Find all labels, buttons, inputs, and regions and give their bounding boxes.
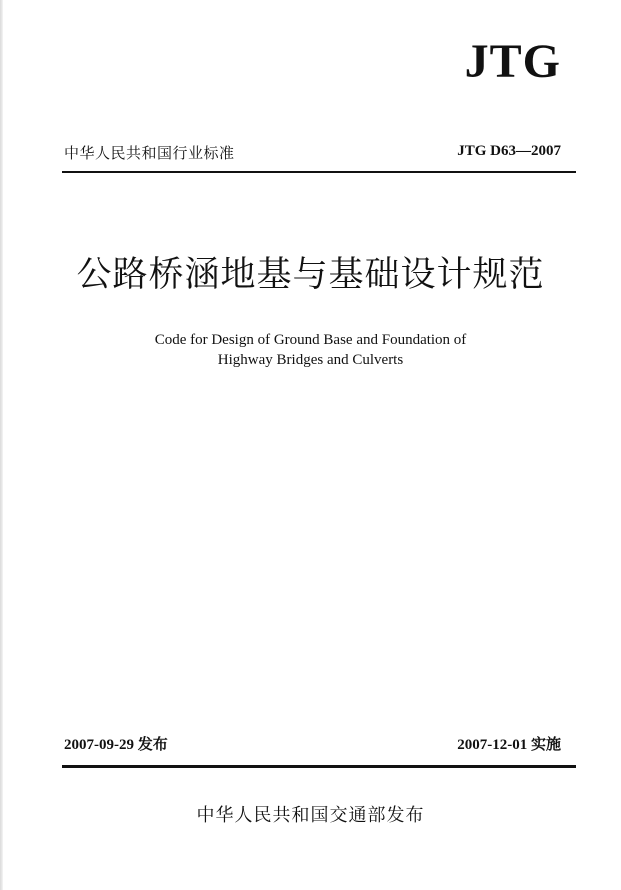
publisher: 中华人民共和国交通部发布 [196,805,425,826]
document-title-chinese: 公路桥涵地基与基础设计规范 [76,255,545,295]
standard-category: 中华人民共和国行业标准 [64,144,235,162]
brand-logo-text: JTG [464,35,561,88]
standard-code: JTG D63—2007 [457,143,561,159]
english-title-line-2: Highway Bridges and Culverts [217,352,404,368]
effective-date: 2007-12-01 实施 [457,737,561,753]
document-title-english [0,330,621,370]
bottom-divider [62,765,576,768]
english-title-line-1: Code for Design of Ground Base and Foundation of [154,332,467,348]
scan-edge [0,0,3,890]
top-divider [62,171,576,173]
issue-date: 2007-09-29 发布 [64,737,168,753]
